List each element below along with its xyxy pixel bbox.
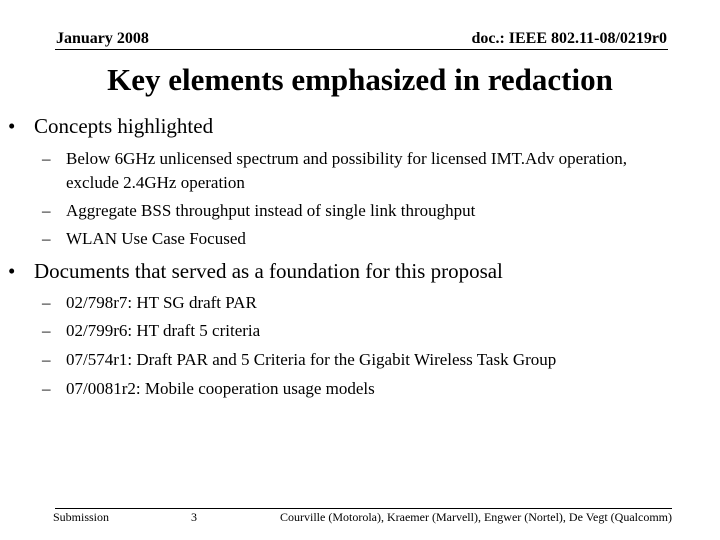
footer-submission: Submission xyxy=(53,510,110,524)
section-bullet: • xyxy=(8,114,16,138)
footer-authors: Courville (Motorola), Kraemer (Marvell), Engwer (Nortel), De Vegt (Qualcomm) xyxy=(280,510,672,524)
list-item: Aggregate BSS throughput instead of single link throughput xyxy=(66,201,476,220)
list-item: WLAN Use Case Focused xyxy=(66,229,246,248)
footer-rule xyxy=(55,508,672,509)
section-heading: Concepts highlighted xyxy=(34,114,214,138)
item-dash: – xyxy=(42,229,51,248)
section-bullet: • xyxy=(8,259,16,283)
list-item: Below 6GHz unlicensed spectrum and possibility for licensed IMT.Adv operation, exclude 2.4GHz operation xyxy=(66,149,628,192)
header-rule xyxy=(55,49,668,50)
list-item: 07/574r1: Draft PAR and 5 Criteria for the Gigabit Wireless Task Group xyxy=(66,350,557,369)
header-date: January 2008 xyxy=(56,30,149,47)
item-dash: – xyxy=(42,379,51,398)
item-dash: – xyxy=(42,293,51,312)
item-dash: – xyxy=(42,201,51,220)
item-dash: – xyxy=(42,350,51,369)
header-doc-id: doc.: IEEE 802.11-08/0219r0 xyxy=(471,30,667,47)
section-heading: Documents that served as a foundation for this proposal xyxy=(34,259,503,283)
list-item: 07/0081r2: Mobile cooperation usage models xyxy=(66,379,375,398)
list-item: 02/798r7: HT SG draft PAR xyxy=(66,293,257,312)
list-item: 02/799r6: HT draft 5 criteria xyxy=(66,321,261,340)
slide-title: Key elements emphasized in redaction xyxy=(107,62,613,97)
item-dash: – xyxy=(42,321,51,340)
footer-page-number: 3 xyxy=(191,510,197,524)
item-dash: – xyxy=(42,149,51,168)
